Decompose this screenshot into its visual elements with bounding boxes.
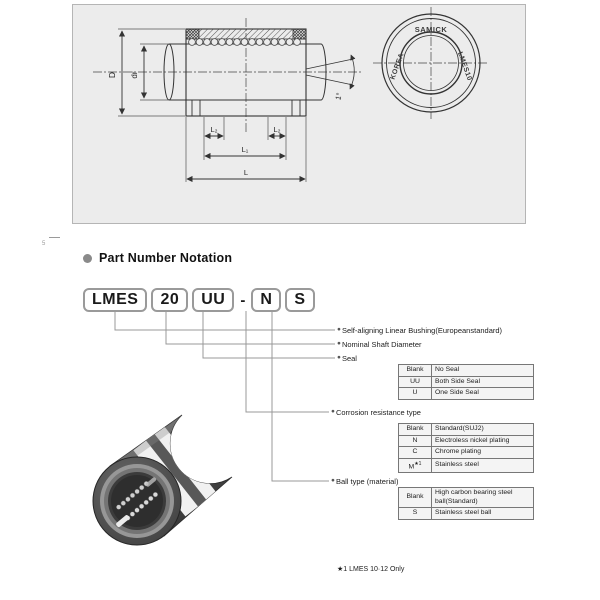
svg-text:D: D <box>107 71 117 79</box>
ball-options-table <box>398 487 534 520</box>
code-cell: S <box>399 508 432 520</box>
callout-corrosion <box>331 408 421 417</box>
seal-options-table <box>398 364 534 400</box>
description-cell: One Side Seal <box>432 388 534 400</box>
description-cell: No Seal <box>432 365 534 377</box>
connector-lmes <box>115 311 335 330</box>
dim-l2 <box>205 125 285 136</box>
table-row <box>399 376 534 388</box>
table-row <box>399 488 534 508</box>
dim-l <box>187 168 305 179</box>
code-cell: Blank <box>399 488 432 508</box>
svg-text:L₁: L₁ <box>241 145 249 154</box>
code-cell: UU <box>399 376 432 388</box>
connector-seal <box>203 311 335 358</box>
ball-row <box>189 39 301 46</box>
part-number-segment: S <box>285 288 314 312</box>
code-cell: C <box>399 447 432 459</box>
part-number-segment: N <box>251 288 281 312</box>
code-cell: U <box>399 388 432 400</box>
bullet-icon <box>83 254 92 263</box>
margin-mark-number: 5 <box>42 241 46 247</box>
dim-l1 <box>205 145 285 156</box>
table-row <box>399 508 534 520</box>
callout-seal <box>337 354 357 363</box>
table-row <box>399 458 534 473</box>
connector-ball <box>272 311 329 481</box>
description-cell: Chrome plating <box>432 447 534 459</box>
part-number-segment: 20 <box>151 288 188 312</box>
margin-mark <box>42 237 62 248</box>
section-title: Part Number Notation <box>99 251 233 265</box>
callout-bullet-icon: ● <box>337 354 341 362</box>
svg-text:L₂: L₂ <box>273 125 281 134</box>
connector-corrosion <box>246 311 329 412</box>
callout-bullet-icon: ● <box>331 477 335 485</box>
section-heading <box>83 251 232 265</box>
callout-bullet-icon: ● <box>337 340 341 348</box>
callout-label: Self-aligning Linear Bushing(Europeanstandard) <box>341 326 503 335</box>
table-row <box>399 388 534 400</box>
description-cell: Stainless steel <box>432 458 534 473</box>
technical-drawing <box>73 5 525 223</box>
callout-bullet-icon: ● <box>331 408 335 416</box>
description-cell: Electroless nickel plating <box>432 435 534 447</box>
connector-size <box>166 311 335 344</box>
code-cell: N <box>399 435 432 447</box>
dim-outer-diameter <box>107 29 185 116</box>
callout-label: Corrosion resistance type <box>335 408 421 417</box>
code-cell: $M^{★1}$ <box>399 458 432 473</box>
callout-label: Ball type (material) <box>335 477 399 486</box>
part-number-separator: - <box>240 291 246 309</box>
callout-bullet-icon: ● <box>337 326 341 334</box>
part-number-segment: LMES <box>83 288 147 312</box>
callout-self-aligning <box>337 326 502 335</box>
table-row <box>399 435 534 447</box>
engraving-right: LMES10 <box>455 51 473 82</box>
product-photo <box>85 406 247 548</box>
description-cell: Standard(SUJ2) <box>432 424 534 436</box>
table-row <box>399 424 534 436</box>
svg-text:L: L <box>243 168 249 177</box>
footnote: ★1 LMES 10·12 Only <box>337 566 405 573</box>
engraving-left: KOREA <box>389 52 406 81</box>
callout-shaft-diameter <box>337 340 422 349</box>
callout-label: Nominal Shaft Diameter <box>341 340 422 349</box>
svg-text:L₂: L₂ <box>210 125 218 134</box>
technical-drawing-panel <box>72 4 526 224</box>
bushing-section <box>186 29 306 116</box>
engraving-top: SAMICK <box>414 25 448 34</box>
table-row <box>399 447 534 459</box>
code-cell: Blank <box>399 424 432 436</box>
description-cell: Both Side Seal <box>432 376 534 388</box>
description-cell: Stainless steel ball <box>432 508 534 520</box>
margin-mark-bar <box>49 237 60 238</box>
front-view <box>373 7 489 119</box>
part-number-row <box>83 288 315 312</box>
callout-ball-type <box>331 477 398 486</box>
description-cell: High carbon bearing steel ball(Standard) <box>432 488 534 508</box>
table-row <box>399 365 534 377</box>
part-number-segment: UU <box>192 288 234 312</box>
svg-text:dr: dr <box>130 71 139 79</box>
bushing-face <box>93 457 181 545</box>
code-cell: Blank <box>399 365 432 377</box>
linear-bushing-render <box>85 406 247 548</box>
callout-label: Seal <box>341 354 357 363</box>
corrosion-options-table <box>398 423 534 473</box>
angle-label: 1° <box>333 91 344 101</box>
